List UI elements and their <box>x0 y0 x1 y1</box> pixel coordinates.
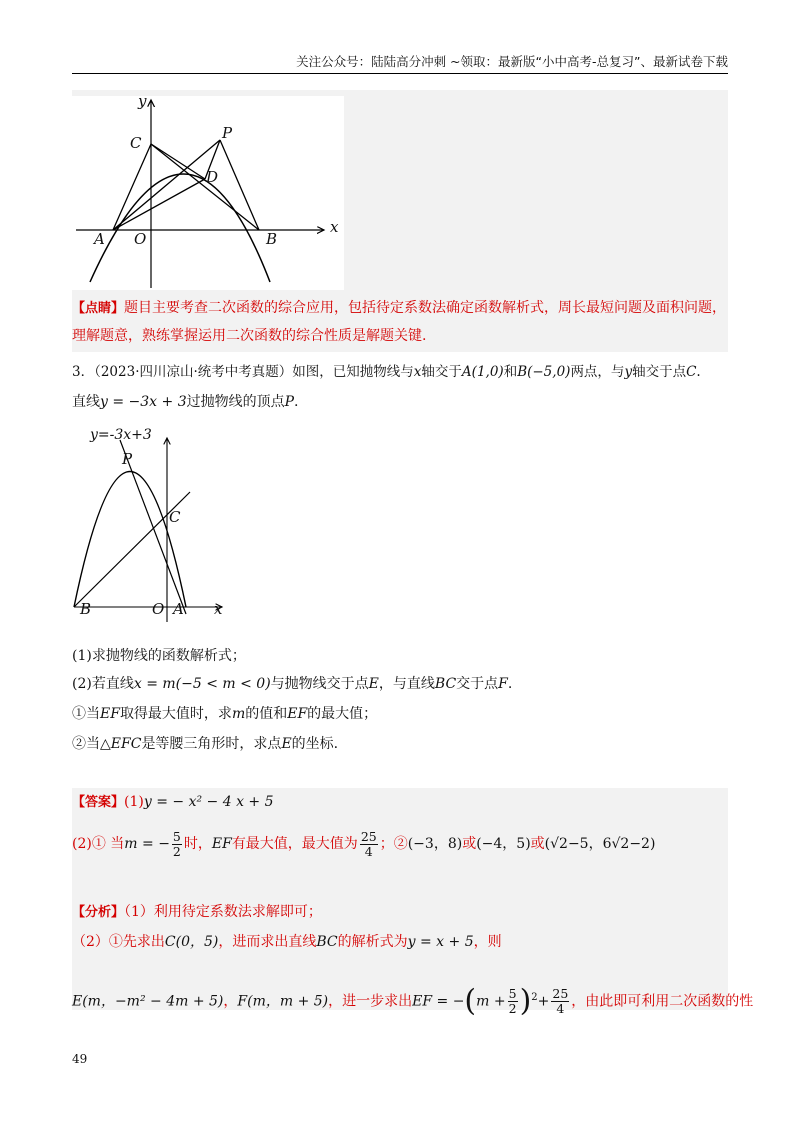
figure-parabola-1 <box>72 92 344 290</box>
segment-ad <box>113 179 205 230</box>
problem-line-1: 3．（2023·四川凉山·统考中考真题）如图，已知抛物线与x轴交于A(1,0)和B(−5,0)两点，与y轴交于点C. <box>72 364 701 380</box>
analysis-line-2: （2）①先求出C(0，5)，进而求出直线BC的解析式为y = x + 5，则 <box>72 934 502 950</box>
fig1-label-p: P <box>222 124 233 142</box>
fig1-label-y: y <box>138 92 147 110</box>
dianjing-line-1: 【点睛】题目主要考查二次函数的综合应用，包括待定系数法确定函数解析式，周长最短问题及面积问题， <box>72 300 727 316</box>
fig2-label-o: O <box>152 600 165 618</box>
fig2-label-c: C <box>169 508 181 526</box>
fig2-label-b: B <box>80 600 92 618</box>
dianjing-line-2: 理解题意，熟练掌握运用二次函数的综合性质是解题关键. <box>72 328 427 344</box>
figure-1-svg <box>72 96 344 290</box>
fig1-label-b: B <box>266 230 278 248</box>
fig1-label-c: C <box>130 134 142 152</box>
fig1-label-d: D <box>206 168 219 186</box>
figure-2-svg <box>72 424 237 624</box>
question-2-2: ②当△EFC是等腰三角形时，求点E的坐标. <box>72 736 339 752</box>
figure-parabola-2 <box>72 424 237 624</box>
fig1-label-o: O <box>134 230 147 248</box>
problem-line-2: 直线y = −3x + 3过抛物线的顶点P. <box>72 394 299 410</box>
fig2-label-a: A <box>173 600 184 618</box>
page-header: 关注公众号：陆陆高分冲刺 ~领取：最新版“小中高考-总复习”、最新试卷下载 <box>72 52 728 74</box>
answer-line-2: (2)① 当m = − $\frac{5}{2}$ 时，EF有最大值，最大值为 $\frac{25}{4}$ ；②(−3，8)或(−4，5)或(√2−5，6√2−2) <box>72 828 656 859</box>
fig2-line-label: y=-3x+3 <box>90 427 152 443</box>
fig2-label-x: x <box>214 600 223 618</box>
dianjing-tag: 【点睛】 <box>72 301 125 316</box>
analysis-tag: 【分析】 <box>72 905 125 920</box>
answer-line-1: 【答案】(1)y = − x² − 4 x + 5 <box>72 794 274 810</box>
analysis-line-1: 【分析】（1）利用待定系数法求解即可； <box>72 904 322 920</box>
analysis-line-3: E(m，−m² − 4m + 5)，F(m，m + 5)，进一步求出EF = −(m + $\frac{5}{2}$ )$^2$+ $\frac{25}{4}$ ，由此即可利用二次函数的性 <box>72 983 754 1019</box>
question-2: (2)若直线x = m(−5 < m < 0)与抛物线交于点E，与直线BC交于点F. <box>72 676 513 692</box>
question-2-1: ①当EF取得最大值时，求m的值和EF的最大值； <box>72 706 378 722</box>
page-number: 49 <box>72 1052 88 1066</box>
answer-tag: 【答案】 <box>72 795 125 810</box>
question-1: (1)求抛物线的函数解析式； <box>72 648 246 664</box>
answer-background <box>72 788 728 1010</box>
fig1-label-a: A <box>94 230 105 248</box>
segment-pb <box>220 140 259 230</box>
fig1-label-x: x <box>330 218 339 236</box>
triangle-acb <box>113 144 259 230</box>
fig2-label-p: P <box>122 450 133 468</box>
fig2-parabola <box>74 472 186 608</box>
